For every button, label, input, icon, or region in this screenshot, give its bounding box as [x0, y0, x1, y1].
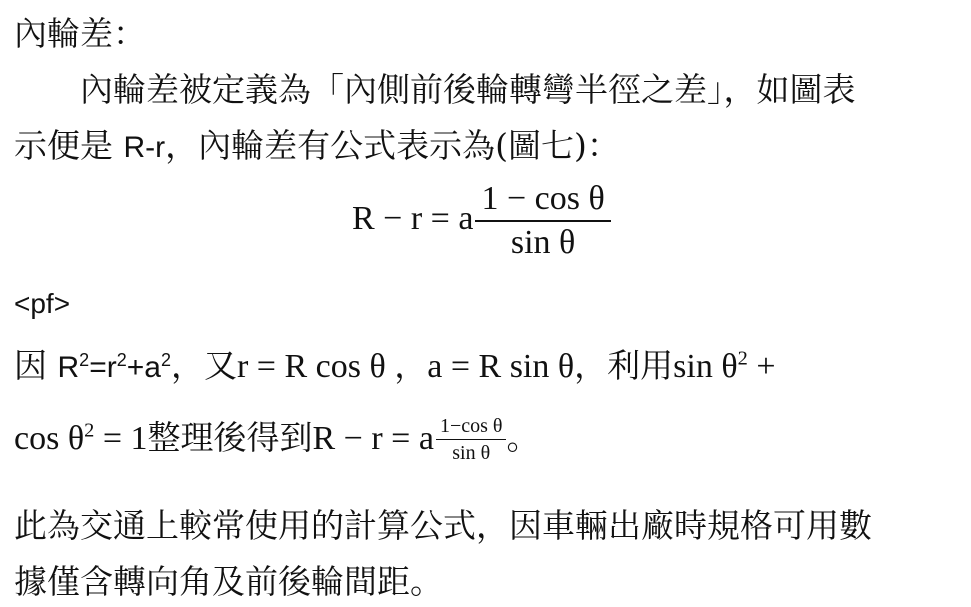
text: ，又 — [170, 346, 237, 385]
text: R — [57, 351, 80, 384]
superscript: 2 — [160, 350, 171, 370]
text: +a — [126, 351, 161, 384]
text: 。 — [506, 418, 540, 457]
derivation-line-2 — [14, 412, 539, 465]
paragraph-line-1: 內輪差被定義為「內側前後輪轉彎半徑之差」，如圖表 — [14, 70, 856, 109]
pf-marker: <pf> — [14, 288, 71, 319]
fraction-numerator: 1−cos θ — [436, 415, 507, 440]
conclusion-line-2: 據僅含轉向角及前後輪間距。 — [14, 562, 443, 601]
text: ，內輪差有公式表示為(圖七)： — [165, 126, 620, 165]
formula-numerator: 1 − cos θ — [475, 180, 610, 222]
superscript: 2 — [84, 419, 95, 442]
math: R − r = a — [312, 420, 434, 457]
text: + — [747, 348, 776, 385]
derivation-line-1 — [14, 340, 776, 387]
text: =r — [89, 351, 117, 384]
text: sin θ — [673, 348, 738, 385]
formula-denominator: sin θ — [510, 224, 576, 261]
math — [14, 420, 148, 457]
conclusion-line-1: 此為交通上較常使用的計算公式，因車輛出廠時規格可用數 — [14, 506, 872, 545]
text: 因 — [14, 346, 58, 385]
heading: 內輪差： — [14, 14, 146, 53]
fraction-denominator: sin θ — [452, 442, 491, 464]
text: = 1 — [94, 420, 148, 457]
math — [673, 348, 775, 385]
superscript: 2 — [79, 350, 90, 370]
identity — [58, 351, 171, 384]
math: a = R sin θ — [427, 348, 575, 385]
r-minus-r: R-r — [123, 131, 166, 164]
text: 整理後得到 — [147, 418, 313, 457]
math: r = R cos θ — [236, 348, 395, 385]
text: cos θ — [14, 420, 85, 457]
superscript: 2 — [737, 347, 748, 370]
text: 示便是 — [14, 126, 124, 165]
formula-fraction — [475, 180, 610, 262]
formula-lhs: R − r = a — [352, 199, 474, 237]
text: ，利用 — [574, 346, 674, 385]
superscript: 2 — [116, 350, 127, 370]
inline-fraction — [436, 415, 507, 465]
formula-inner-wheel-difference — [352, 180, 611, 262]
paragraph-line-2 — [14, 120, 620, 167]
text: ， — [394, 346, 428, 385]
